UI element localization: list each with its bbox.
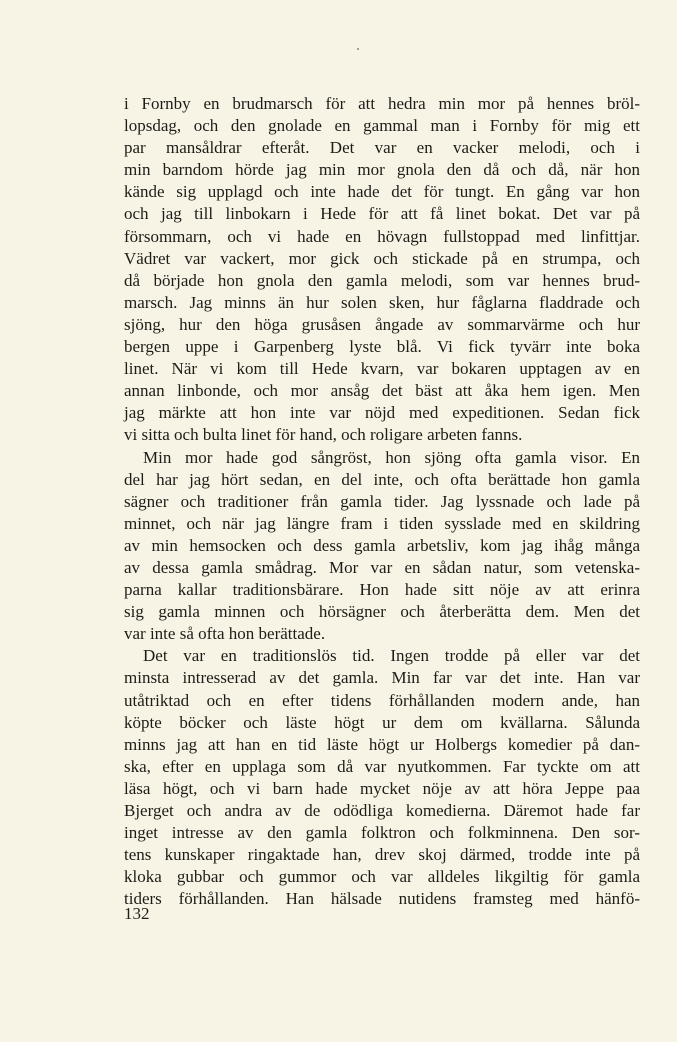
text-line: av dessa gamla smådrag. Mor var en sådan natur, som vetenska- <box>124 557 640 577</box>
text-line: försommarn, och vi hade en hövagn fullstoppad med linfittjar. <box>124 226 640 246</box>
text-line: Vädret var vackert, mor gick och stickade på en strumpa, och <box>124 248 640 268</box>
text-line: sjöng, hur den höga grusåsen ångade av sommarvärme och hur <box>124 314 640 334</box>
text-line: marsch. Jag minns än hur solen sken, hur fåglarna fladdrade och <box>124 292 640 312</box>
text-line: linet. När vi kom till Hede kvarn, var bokaren upptagen av en <box>124 359 640 379</box>
text-line: parna kallar traditionsbärare. Hon hade sitt nöje av att erinra <box>124 580 640 600</box>
text-line: Min mor hade god sångröst, hon sjöng ofta gamla visor. En <box>143 447 640 467</box>
text-line: sägner och traditioner från gamla tider. Jag lyssnade och lade på <box>124 491 640 511</box>
text-line: sig gamla minnen och hörsägner och återberätta dem. Men det <box>124 602 640 622</box>
text-line: par mansåldrar efteråt. Det var en vacker melodi, och i <box>124 138 640 158</box>
body-text <box>124 93 640 910</box>
text-line: del har jag hört sedan, en del inte, och ofta berättade hon gamla <box>124 469 640 489</box>
text-line: minnet, och när jag längre fram i tiden sysslade med en skildring <box>124 513 640 533</box>
text-line: jag märkte att hon inte var nöjd med expeditionen. Sedan fick <box>124 403 640 423</box>
text-line: var inte så ofta hon berättade. <box>124 624 326 644</box>
text-line: Bjerget och andra av de odödliga komedierna. Däremot hade far <box>124 801 640 820</box>
text-line: tiders förhållanden. Han hälsade nutidens framsteg med hänfö- <box>124 889 640 909</box>
paper-speck <box>357 48 359 50</box>
text-line: köpte böcker och läste högt ur dem om kvällarna. Sålunda <box>124 712 640 732</box>
text-line: minns jag att han en tid läste högt ur Holbergs komedier på dan- <box>124 734 640 754</box>
text-line: kände sig upplagd och inte hade det för tungt. En gång var hon <box>124 182 640 202</box>
text-line: och jag till linbokarn i Hede för att få linet bokat. Det var på <box>124 204 640 224</box>
page-number: 132 <box>124 904 150 923</box>
text-line: då började hon gnola den gamla melodi, som var hennes brud- <box>124 270 640 290</box>
text-line: vi sitta och bulta linet för hand, och roligare arbeten fanns. <box>124 425 523 445</box>
text-line: Det var en traditionslös tid. Ingen trodde på eller var det <box>143 646 640 666</box>
text-line: minsta intresserad av det gamla. Min far var det inte. Han var <box>124 668 640 688</box>
text-line: inget intresse av den gamla folktron och folkminnena. Den sor- <box>124 823 640 843</box>
text-line: i Fornby en brudmarsch för att hedra min mor på hennes bröl- <box>124 94 640 113</box>
text-line: kloka gubbar och gummor och var alldeles likgiltig för gamla <box>124 867 640 887</box>
text-line: bergen uppe i Garpenberg lyste blå. Vi fick tyvärr inte boka <box>124 337 640 357</box>
text-line: läsa högt, och vi barn hade mycket nöje av att höra Jeppe paa <box>124 778 640 798</box>
text-line: annan linbonde, och mor ansåg det bäst att åka hem igen. Men <box>124 381 640 401</box>
text-line: min barndom hörde jag min mor gnola den då och då, när hon <box>124 160 640 180</box>
text-line: tens kunskaper ringaktade han, drev skoj därmed, trodde inte på <box>124 845 640 865</box>
text-line: utåtriktad och en efter tidens förhållanden modern ande, han <box>124 690 640 710</box>
text-line: lopsdag, och den gnolade en gammal man i Fornby för mig ett <box>124 116 640 136</box>
text-line: av min hemsocken och dess gamla arbetsliv, kom jag ihåg många <box>124 535 640 555</box>
text-line: ska, efter en upplaga som då var nyutkommen. Far tyckte om att <box>124 756 640 776</box>
